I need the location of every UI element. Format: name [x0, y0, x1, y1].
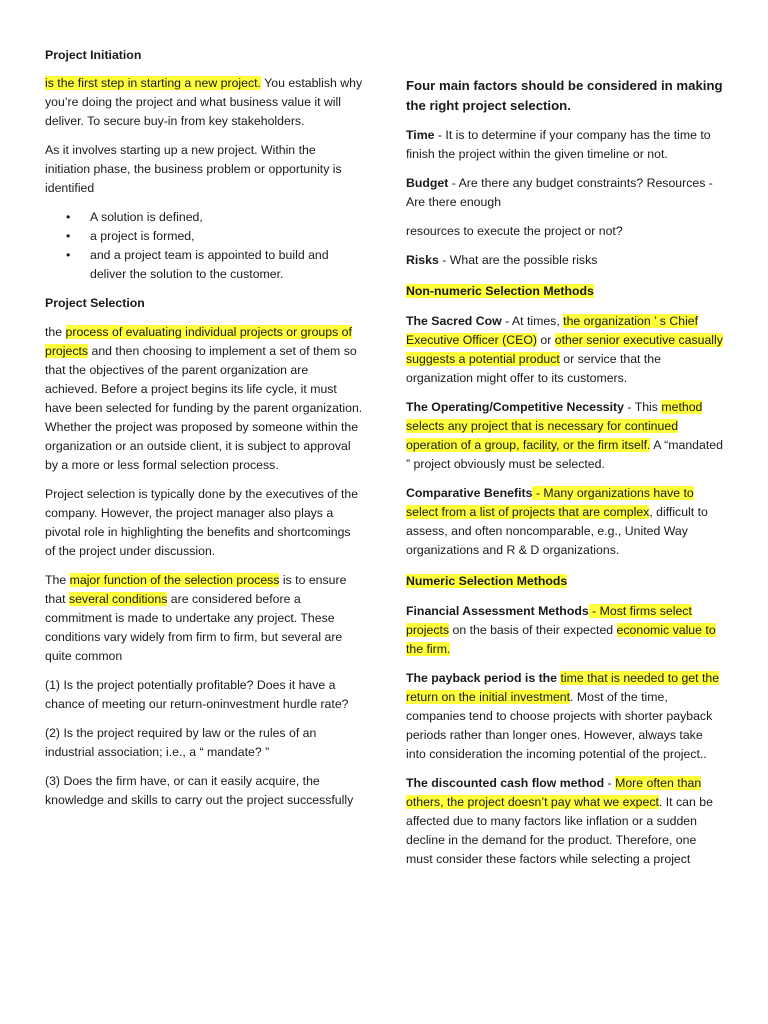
bullet-icon: • — [66, 229, 71, 243]
text: . It can be affected due to many factors like inflation or a sudden decline in the demand for the product. Therefore, one must consider these factors while selecting a project — [406, 795, 713, 866]
left-column — [45, 0, 363, 810]
initiation-paragraph-2: As it involves starting up a new project. Within the initiation phase, the business problem or opportunity is identified — [45, 143, 342, 195]
bullet-icon: • — [66, 210, 71, 224]
selection-paragraph-2: Project selection is typically done by the executives of the company. However, the project manager also plays a pivotal role in highlighting the benefits and shortcomings of the project under discussion. — [45, 487, 359, 558]
text: . Most of the time, companies tend to choose projects with shorter payback periods rather than longer ones. However, always take into consideration the incoming potential of the project.. — [406, 690, 713, 761]
text: The — [45, 573, 70, 587]
text: or service that the organization might offer to its customers. — [406, 352, 661, 385]
text: or — [536, 333, 555, 347]
label: The Sacred Cow — [406, 314, 502, 328]
text: are considered before a commitment is made to undertake any project. These conditions vary widely from firm to firm, but several are quite common — [45, 592, 343, 663]
text: - What are the possible risks — [438, 253, 598, 267]
highlight: is the first step in starting a new project. — [45, 76, 261, 90]
factor-budget-continued: resources to execute the project or not? — [406, 224, 623, 238]
financial-assessment-paragraph — [406, 602, 724, 659]
text: A “mandated ” project obviously must be selected. — [406, 438, 723, 471]
list-item-text: and a project team is appointed to build and deliver the solution to the customer. — [90, 248, 329, 281]
label: Budget — [406, 176, 449, 190]
operating-necessity-paragraph — [406, 398, 724, 474]
heading-numeric-methods — [406, 572, 724, 591]
highlight: Numeric Selection Methods — [406, 574, 568, 588]
text: , difficult to assess, and often noncomparable, e.g., United Way organizations and R & D organizations. — [406, 505, 708, 557]
text: - — [604, 776, 616, 790]
label: Time — [406, 128, 435, 142]
solution-list — [45, 208, 363, 284]
discounted-cash-flow-paragraph — [406, 774, 724, 869]
text: and then choosing to implement a set of them so that the objectives of the parent organization are achieved. Before a project begins its life cycle, it must have been selected for funding by the parent organization. Whether the project was proposed by someone within the organization or an outside client, it is subject to approval by a more or less formal selection process. — [45, 344, 363, 472]
right-column — [406, 0, 724, 869]
text: - Are there any budget constraints? Resources - Are there enough — [406, 176, 713, 209]
selection-paragraph-3 — [45, 571, 363, 666]
list-item — [45, 208, 363, 227]
label: The payback period is the — [406, 671, 561, 685]
text: - At times, — [501, 314, 564, 328]
list-item-text: A solution is defined, — [90, 210, 203, 224]
factor-budget — [406, 174, 724, 212]
highlight: - Many organizations have to select from a list of projects that are complex — [406, 486, 694, 519]
sacred-cow-paragraph — [406, 312, 724, 388]
comparative-benefits-paragraph — [406, 484, 724, 560]
list-item-text: a project is formed, — [90, 229, 195, 243]
highlight: the organization ’ s Chief Executive Officer (CEO) — [406, 314, 699, 347]
text: - This — [624, 400, 662, 414]
highlight: - Most firms select projects — [406, 604, 692, 637]
text: - It is to determine if your company has the time to finish the project within the given timeline or not. — [406, 128, 711, 161]
heading-project-selection: Project Selection — [45, 296, 145, 310]
heading-non-numeric-methods — [406, 282, 724, 301]
highlight: other senior executive casually suggests a potential product — [406, 333, 723, 366]
list-item — [45, 246, 363, 284]
label: Financial Assessment Methods — [406, 604, 589, 618]
label: Risks — [406, 253, 439, 267]
list-item — [45, 227, 363, 246]
question-1: (1) Is the project potentially profitable? Does it have a chance of meeting our return-oninvestment hurdle rate? — [45, 678, 349, 711]
question-2: (2) Is the project required by law or the rules of an industrial association; i.e., a “ mandate? ” — [45, 726, 317, 759]
highlight: major function of the selection process — [69, 573, 280, 587]
text: on the basis of their expected — [449, 623, 617, 637]
highlight: Non-numeric Selection Methods — [406, 284, 594, 298]
highlight: economic value to the firm. — [406, 623, 716, 656]
payback-period-paragraph — [406, 669, 724, 764]
selection-paragraph-1 — [45, 323, 363, 475]
label: The Operating/Competitive Necessity — [406, 400, 624, 414]
bullet-icon: • — [66, 248, 71, 262]
highlight: several conditions — [68, 592, 168, 606]
highlight: time that is needed to get the return on the initial investment — [406, 671, 720, 704]
text: is to ensure that — [45, 573, 347, 606]
heading-project-initiation: Project Initiation — [45, 48, 142, 62]
heading-four-factors: Four main factors should be considered in making the right project selection. — [406, 78, 723, 113]
highlight: More often than others, the project doesn’t pay what we expect — [406, 776, 702, 809]
text: You establish why you’re doing the project and what business value it will deliver. To secure buy-in from key stakeholders. — [45, 76, 363, 128]
label: The discounted cash flow method — [406, 776, 605, 790]
question-3: (3) Does the firm have, or can it easily acquire, the knowledge and skills to carry out the project successfully — [45, 774, 354, 807]
label: Comparative Benefits — [406, 486, 533, 500]
factor-time — [406, 126, 724, 164]
initiation-paragraph-1 — [45, 74, 363, 131]
factor-risks — [406, 251, 724, 270]
text: the — [45, 325, 66, 339]
highlight: process of evaluating individual projects or groups of projects — [45, 325, 352, 358]
highlight: method selects any project that is necessary for continued operation of a group, facility, or the firm itself. — [406, 400, 703, 452]
